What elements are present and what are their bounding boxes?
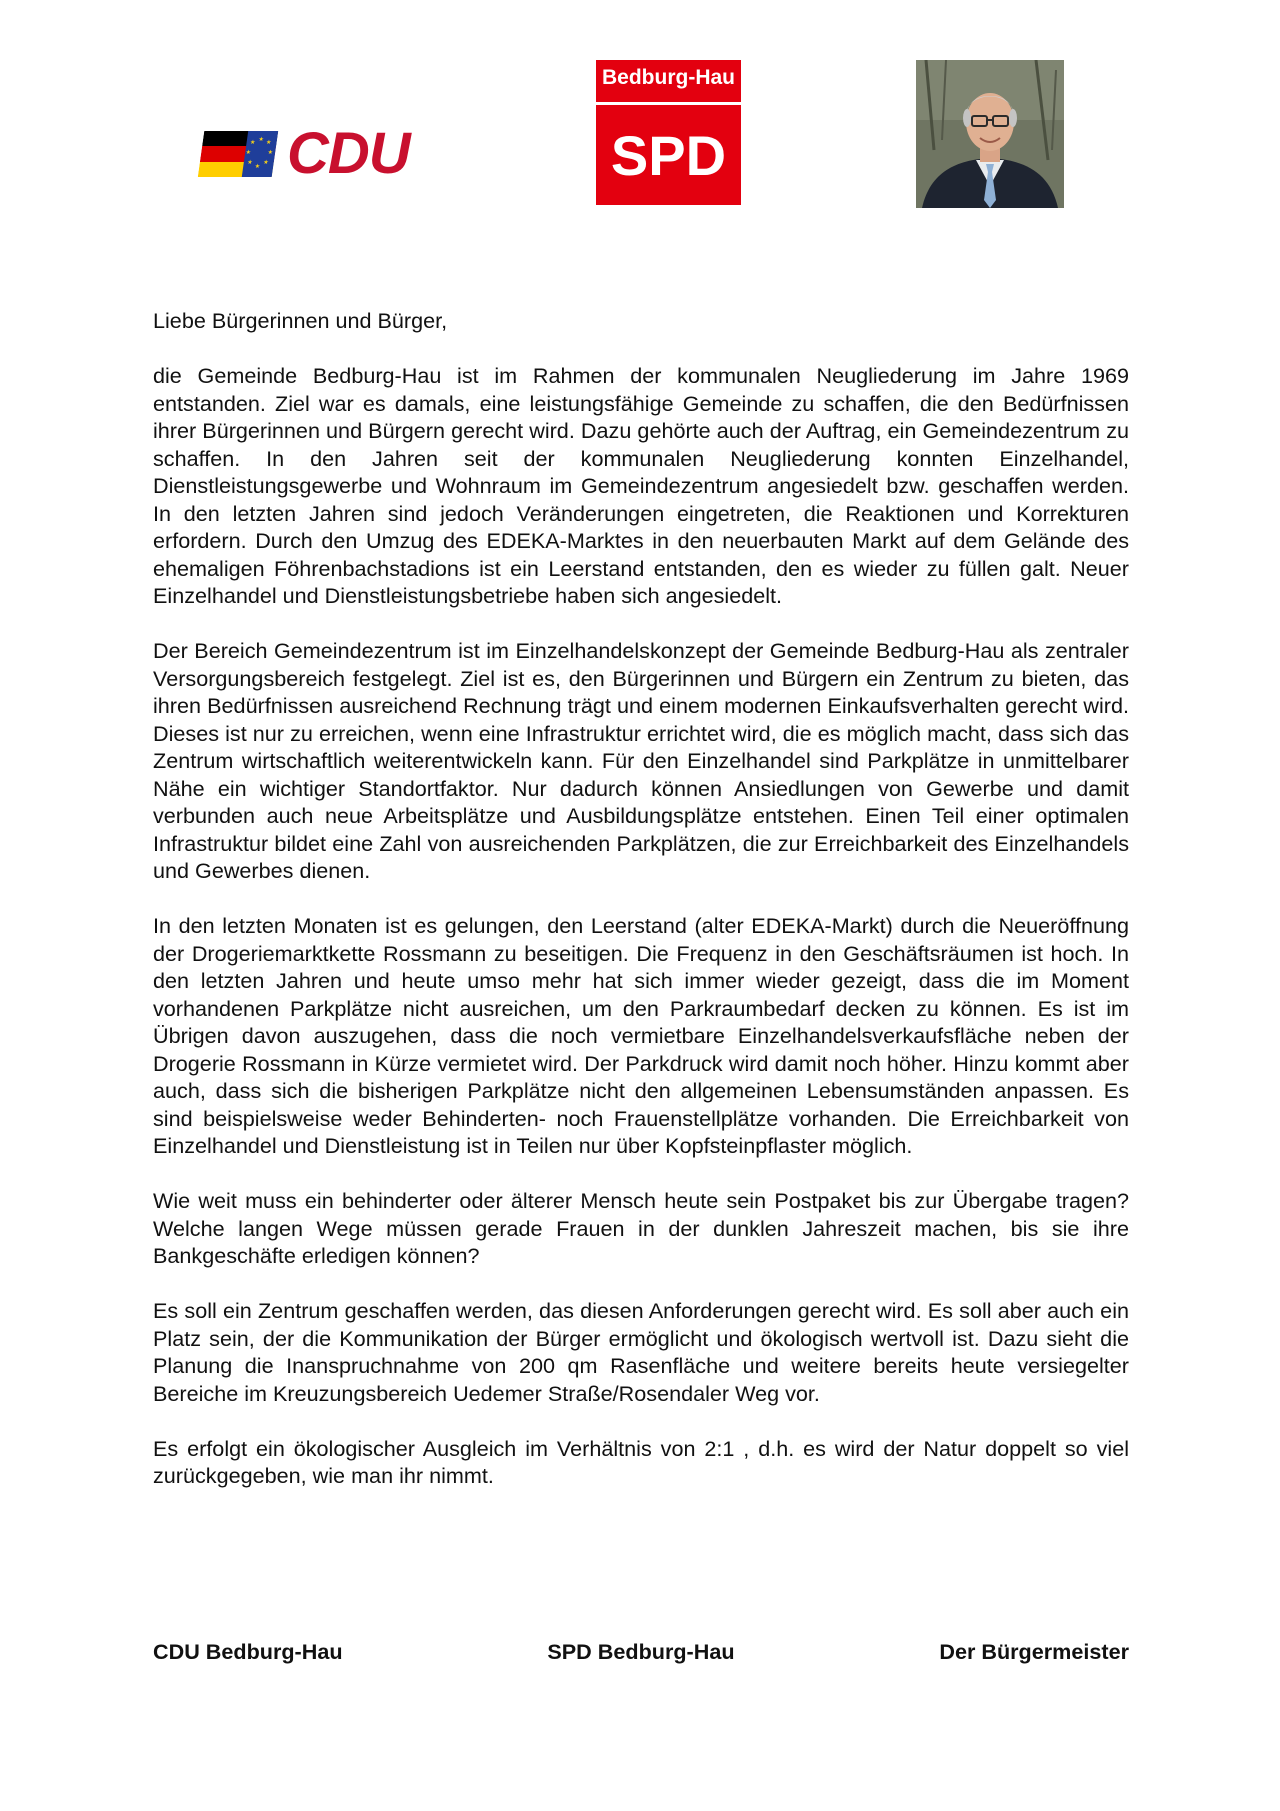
- spd-logo-place: Bedburg-Hau: [602, 66, 735, 89]
- signature-row: [153, 1638, 1129, 1666]
- paragraph: die Gemeinde Bedburg-Hau ist im Rahmen der kommunalen Neugliederung im Jahre 1969 entstanden. Ziel war es damals, eine leistungsfähige Gemeinde zu schaffen, die den Bedürfnissen ihrer Bürgerinnen und Bürgern gerecht wird. Dazu gehörte auch der Auftrag, ein Gemeindezentrum zu schaffen. In den Jahren seit der kommunalen Neugliederung konnten Einzelhandel, Dienstleistungsgewerbe und Wohnraum im Gemeindezentrum angesiedelt bzw. geschaffen werden. In den letzten Jahren sind jedoch Veränderungen eingetreten, die Reaktionen und Korrekturen erfordern. Durch den Umzug des EDEKA-Marktes in den neuerbauten Markt auf dem Gelände des ehemaligen Föhrenbachstadions ist ein Leerstand entstanden, den es wieder zu füllen galt. Neuer Einzelhandel und Dienstleistungsbetriebe haben sich angesiedelt.: [153, 363, 1129, 608]
- salutation: Liebe Bürgerinnen und Bürger,: [153, 308, 448, 333]
- german-eu-flag-icon: ★ ★ ★ ★ ★ ★ ★ ★: [198, 131, 278, 177]
- mayor-portrait-photo: [916, 60, 1064, 208]
- cdu-logo: [201, 121, 410, 186]
- spd-logo: [596, 60, 741, 205]
- paragraph: Wie weit muss ein behinderter oder älterer Mensch heute sein Postpaket bis zur Übergabe tragen? Welche langen Wege müssen gerade Frauen in der dunklen Jahreszeit machen, bis sie ihre Bankgeschäfte erledigen können?: [153, 1188, 1129, 1268]
- signature-spd: SPD Bedburg-Hau: [547, 1639, 735, 1664]
- letter-body: [153, 307, 1129, 1490]
- signature-cdu: CDU Bedburg-Hau: [153, 1639, 343, 1664]
- spd-logo-wordmark: SPD: [610, 124, 727, 187]
- paragraph: Es soll ein Zentrum geschaffen werden, das diesen Anforderungen gerecht wird. Es soll aber auch ein Platz sein, der die Kommunikation der Bürger ermöglicht und ökologisch wertvoll ist. Dazu sieht die Planung die Inanspruchnahme von 200 qm Rasenfläche und weitere bereits heute versiegelter Bereiche im Kreuzungsbereich Uedemer Straße/Rosendaler Weg vor.: [153, 1298, 1129, 1406]
- signature-mayor: Der Bürgermeister: [939, 1639, 1129, 1664]
- paragraph: Der Bereich Gemeindezentrum ist im Einzelhandelskonzept der Gemeinde Bedburg-Hau als zentraler Versorgungsbereich festgelegt. Ziel ist es, den Bürgerinnen und Bürgern ein Zentrum zu bieten, das ihren Bedürfnissen ausreichend Rechnung trägt und einem modernen Einkaufsverhalten gerecht wird. Dieses ist nur zu erreichen, wenn eine Infrastruktur errichtet wird, die es möglich macht, dass sich das Zentrum wirtschaftlich weiterentwickeln kann. Für den Einzelhandel sind Parkplätze in unmittelbarer Nähe ein wichtiger Standortfaktor. Nur dadurch können Ansiedlungen von Gewerbe und damit verbunden auch neue Arbeitsplätze und Ausbildungsplätze entstehen. Einen Teil einer optimalen Infrastruktur bildet eine Zahl von ausreichenden Parkplätzen, die zur Erreichbarkeit des Einzelhandels und Gewerbes dienen.: [153, 638, 1129, 883]
- paragraph: In den letzten Monaten ist es gelungen, den Leerstand (alter EDEKA-Markt) durch die Neueröffnung der Drogeriemarktkette Rossmann zu beseitigen. Die Frequenz in den Geschäftsräumen ist hoch. In den letzten Jahren und heute umso mehr hat sich immer wieder gezeigt, dass die im Moment vorhandenen Parkplätze nicht ausreichen, um den Parkraumbedarf decken zu können. Es ist im Übrigen davon auszugehen, dass die noch vermietbare Einzelhandelsverkaufsfläche neben der Drogerie Rossmann in Kürze vermietet wird. Der Parkdruck wird damit noch höher. Hinzu kommt aber auch, dass sich die bisherigen Parkplätze nicht den allgemeinen Lebensumständen anpassen. Es sind beispielsweise weder Behinderten- noch Frauenstellplätze vorhanden. Die Erreichbarkeit von Einzelhandel und Dienstleistung ist in Teilen nur über Kopfsteinpflaster möglich.: [153, 913, 1129, 1158]
- paragraph: Es erfolgt ein ökologischer Ausgleich im Verhältnis von 2:1 , d.h. es wird der Natur doppelt so viel zurückgegeben, wie man ihr nimmt.: [153, 1435, 1129, 1488]
- cdu-wordmark: CDU: [287, 121, 410, 186]
